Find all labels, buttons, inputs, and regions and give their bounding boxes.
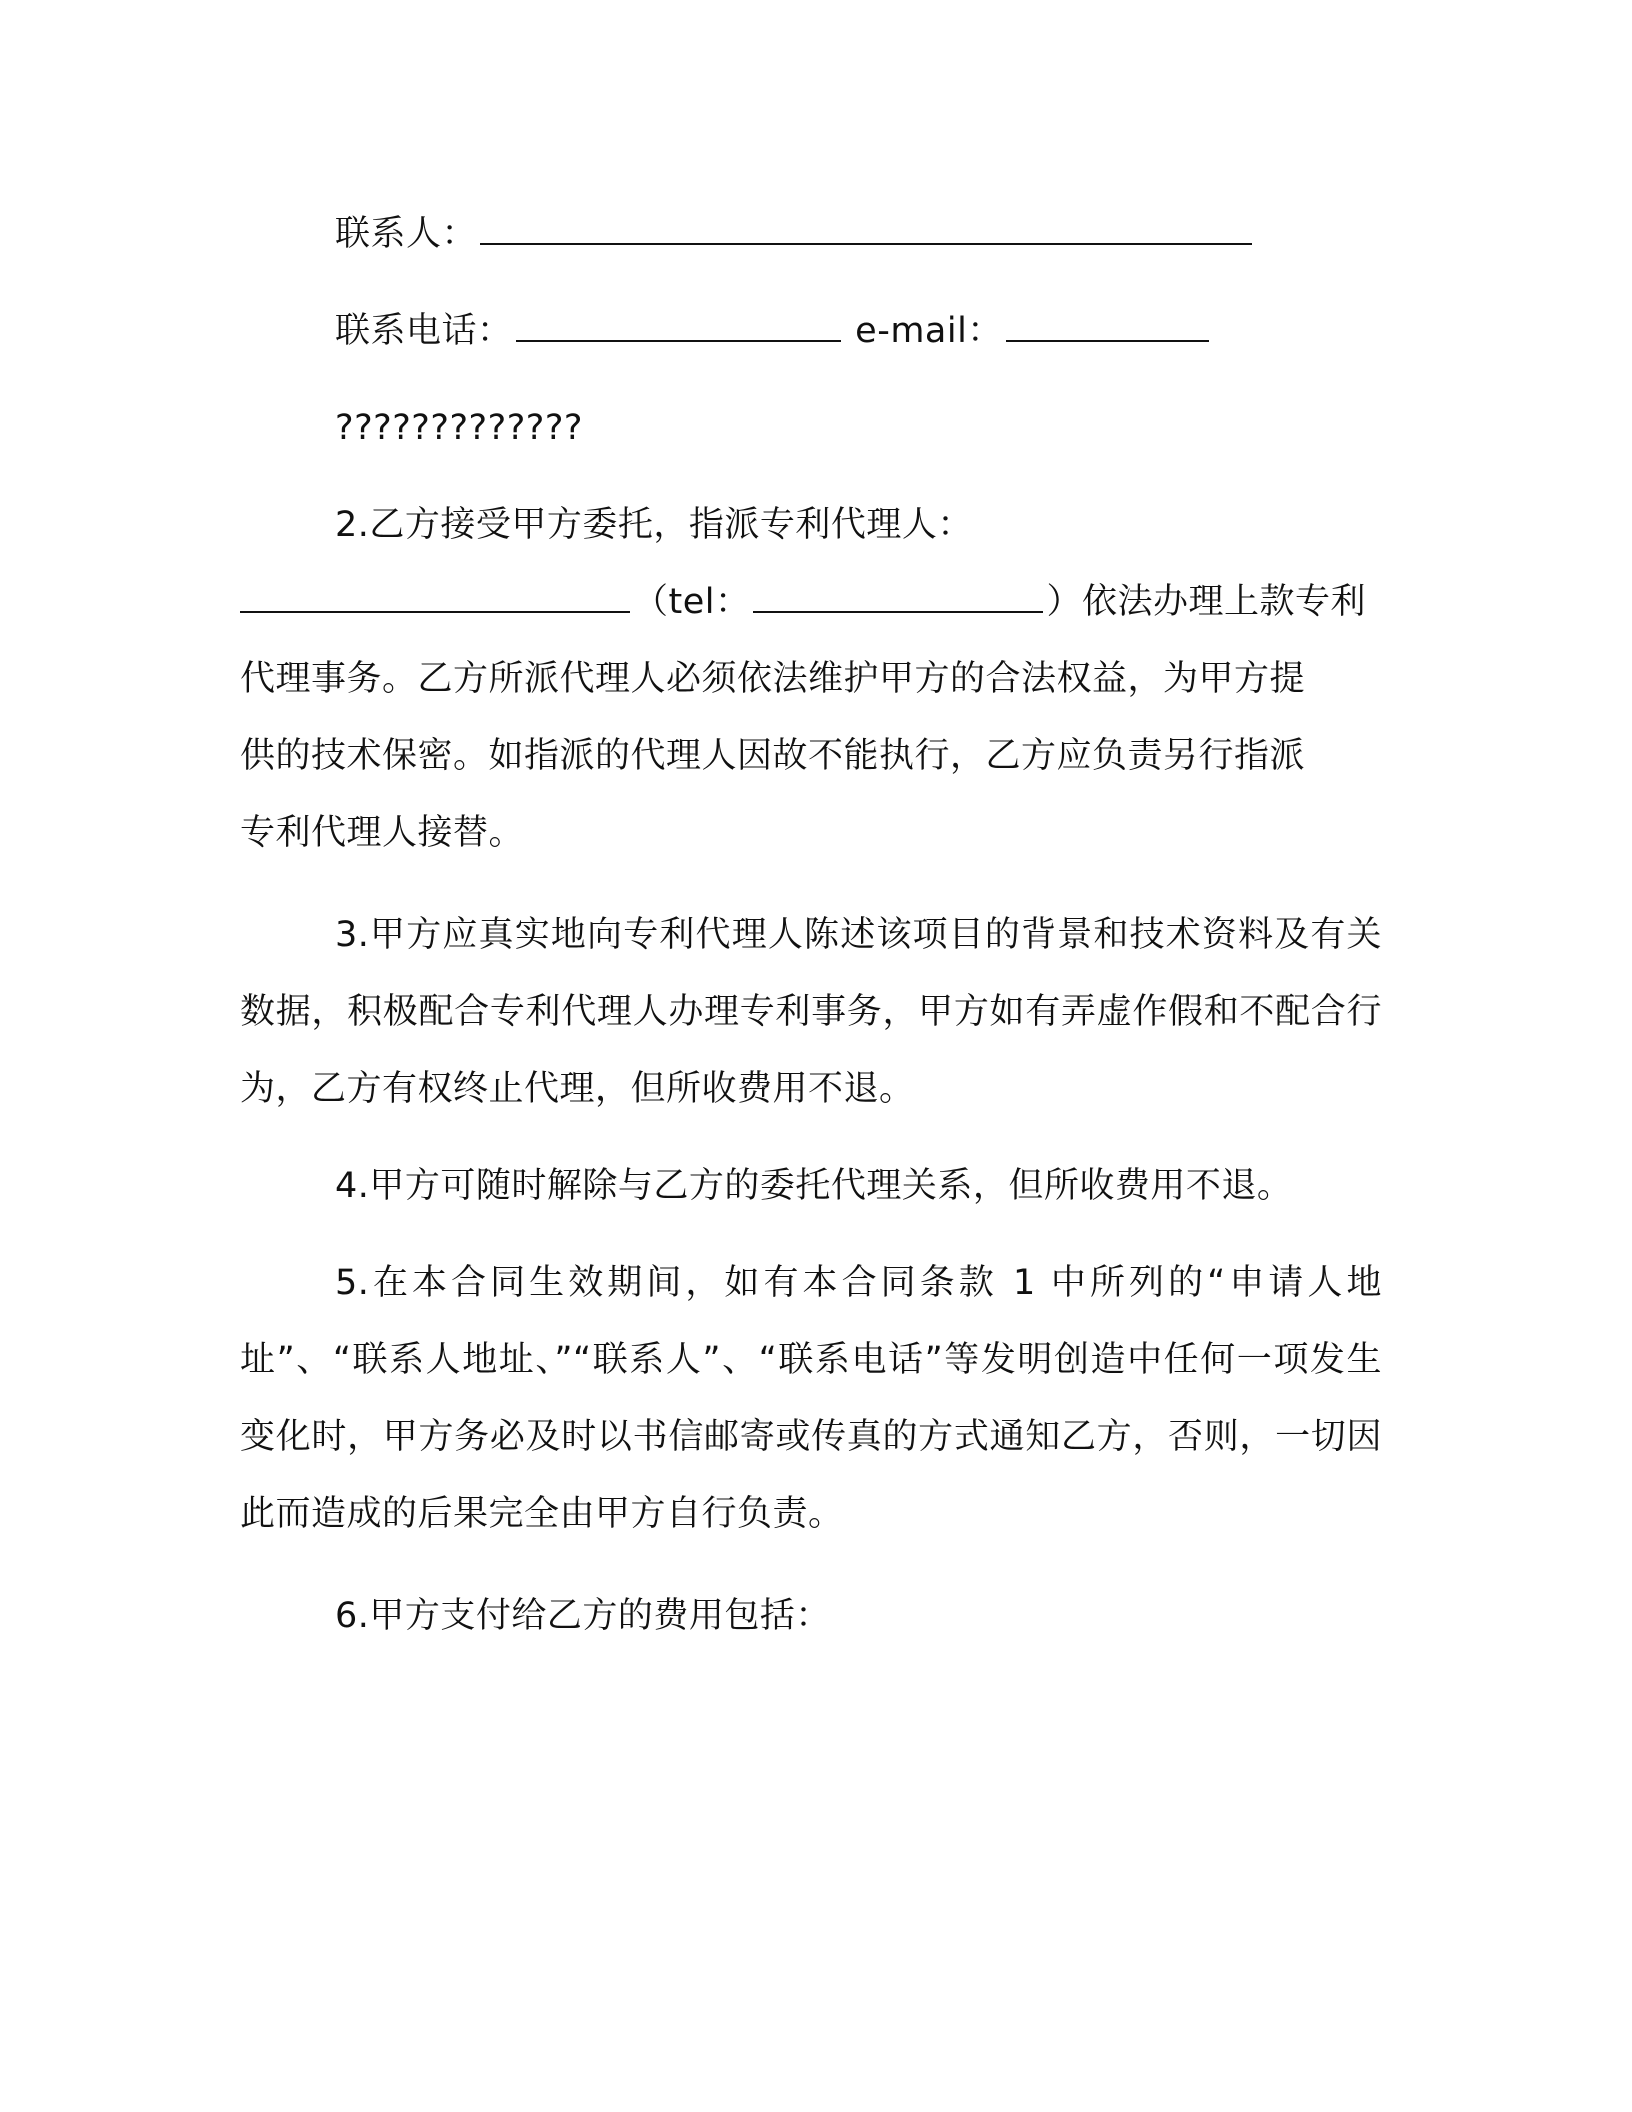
agent-name-blank[interactable]: [240, 589, 630, 613]
clause-4: 4.甲方可随时解除与乙方的委托代理关系，但所收费用不退。: [335, 1166, 1293, 1206]
clause-2-tel-close: ）依法办理上款专利: [1046, 582, 1366, 622]
clause-2-tel-open: （tel：: [633, 582, 751, 622]
email-blank[interactable]: [1006, 318, 1209, 342]
contact-person-line: [240, 196, 1382, 273]
clause-2-line-4: 供的技术保密。如指派的代理人因故不能执行，乙方应负责另行指派: [240, 736, 1306, 776]
clause-2-line-3: 代理事务。乙方所派代理人必须依法维护甲方的合法权益，为甲方提: [240, 659, 1306, 699]
agent-tel-blank[interactable]: [753, 589, 1043, 613]
contact-person-label: 联系人：: [335, 214, 478, 254]
contact-phone-line: [240, 293, 1382, 370]
clause-6: 6.甲方支付给乙方的费用包括：: [335, 1596, 831, 1636]
clause-2-line-5: 专利代理人接替。: [240, 813, 525, 853]
contact-person-blank[interactable]: [480, 221, 1252, 245]
email-label: e-mail：: [855, 311, 1003, 351]
clause-3: 3.甲方应真实地向专利代理人陈述该项目的背景和技术资料及有关数据，积极配合专利代理人办理专利事务，甲方如有弄虚作假和不配合行为，乙方有权终止代理，但所收费用不退。: [240, 915, 1382, 1109]
contact-phone-blank[interactable]: [516, 318, 841, 342]
clause-2-intro: 2.乙方接受甲方委托，指派专利代理人：: [335, 505, 973, 545]
clause-5: 5.在本合同生效期间，如有本合同条款 1 中所列的“申请人地址”、“联系人地址、”“联系人”、“联系电话”等发明创造中任何一项发生变化时，甲方务必及时以书信邮寄或传真的方式通知乙方，否则，一切因此而造成的后果完全由甲方自行负责。: [240, 1263, 1382, 1534]
contact-phone-label: 联系电话：: [335, 311, 513, 351]
document-body: [240, 196, 1382, 1655]
garbled-line: ?????????????: [335, 408, 583, 448]
clause-2-tel-line: [240, 564, 1382, 641]
